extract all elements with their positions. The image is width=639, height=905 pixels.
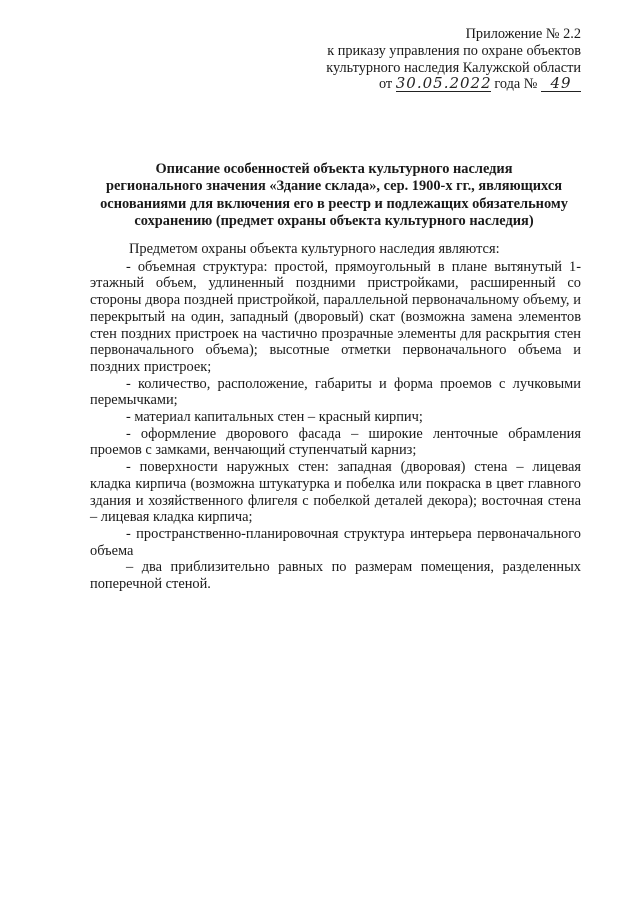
list-item: - количество, расположение, габариты и форма проемов с лучковыми перемычками; [90,375,581,409]
document-body [90,241,581,593]
order-date-line [281,76,581,93]
list-item: – два приблизительно равных по размерам помещения, разделенных поперечной стеной. [90,559,581,593]
title-line-2: регионального значения «Здание склада», сер. 1900-х гг., являющихся [106,178,562,195]
document-title [96,161,572,230]
date-prefix: от [378,76,393,93]
title-line-4: сохранению (предмет охраны объекта культурного наследия) [134,212,534,229]
year-number-label: года № [494,76,538,93]
handwritten-order-number: 49 [541,76,581,92]
handwritten-date: 30.05.2022 [395,74,492,93]
list-item: - оформление дворового фасада – широкие ленточные обрамления проемов с замками, венчающий ступенчатый карниз; [90,425,581,459]
list-item: - объемная структура: простой, прямоугольный в плане вытянутый 1-этажный объем, удлиненный поздними пристройками, расширенный со стороны двора поздней пристройкой, параллельной первоначальному объему, и перекрытый на один, западный (дворовый) скат (возможна замена элементов стен поздних пристроек на частично прозрачные элементы для раскрытия стен первоначального объема); высотные отметки первоначального объема и поздних пристроек; [90,258,581,375]
appendix-header [281,26,581,93]
appendix-authority: культурного наследия Калужской области [326,59,581,76]
list-item: - пространственно-планировочная структура интерьера первоначального объема [90,525,581,559]
list-item: - материал капитальных стен – красный кирпич; [126,409,423,426]
appendix-order-reference: к приказу управления по охране объектов [327,42,581,59]
intro-paragraph: Предметом охраны объекта культурного наследия являются: [129,241,500,257]
appendix-number: Приложение № 2.2 [465,26,581,42]
title-line-1: Описание особенностей объекта культурного наследия [155,161,513,177]
title-line-3: основаниями для включения его в реестр и подлежащих обязательному [100,195,568,212]
list-item: - поверхности наружных стен: западная (дворовая) стена – лицевая кладка кирпича (возможна штукатурка и побелка или покраска в цвет главного здания и хозяйственного флигеля с побелкой деталей декора); восточная стена – лицевая кладка кирпича; [90,459,581,526]
